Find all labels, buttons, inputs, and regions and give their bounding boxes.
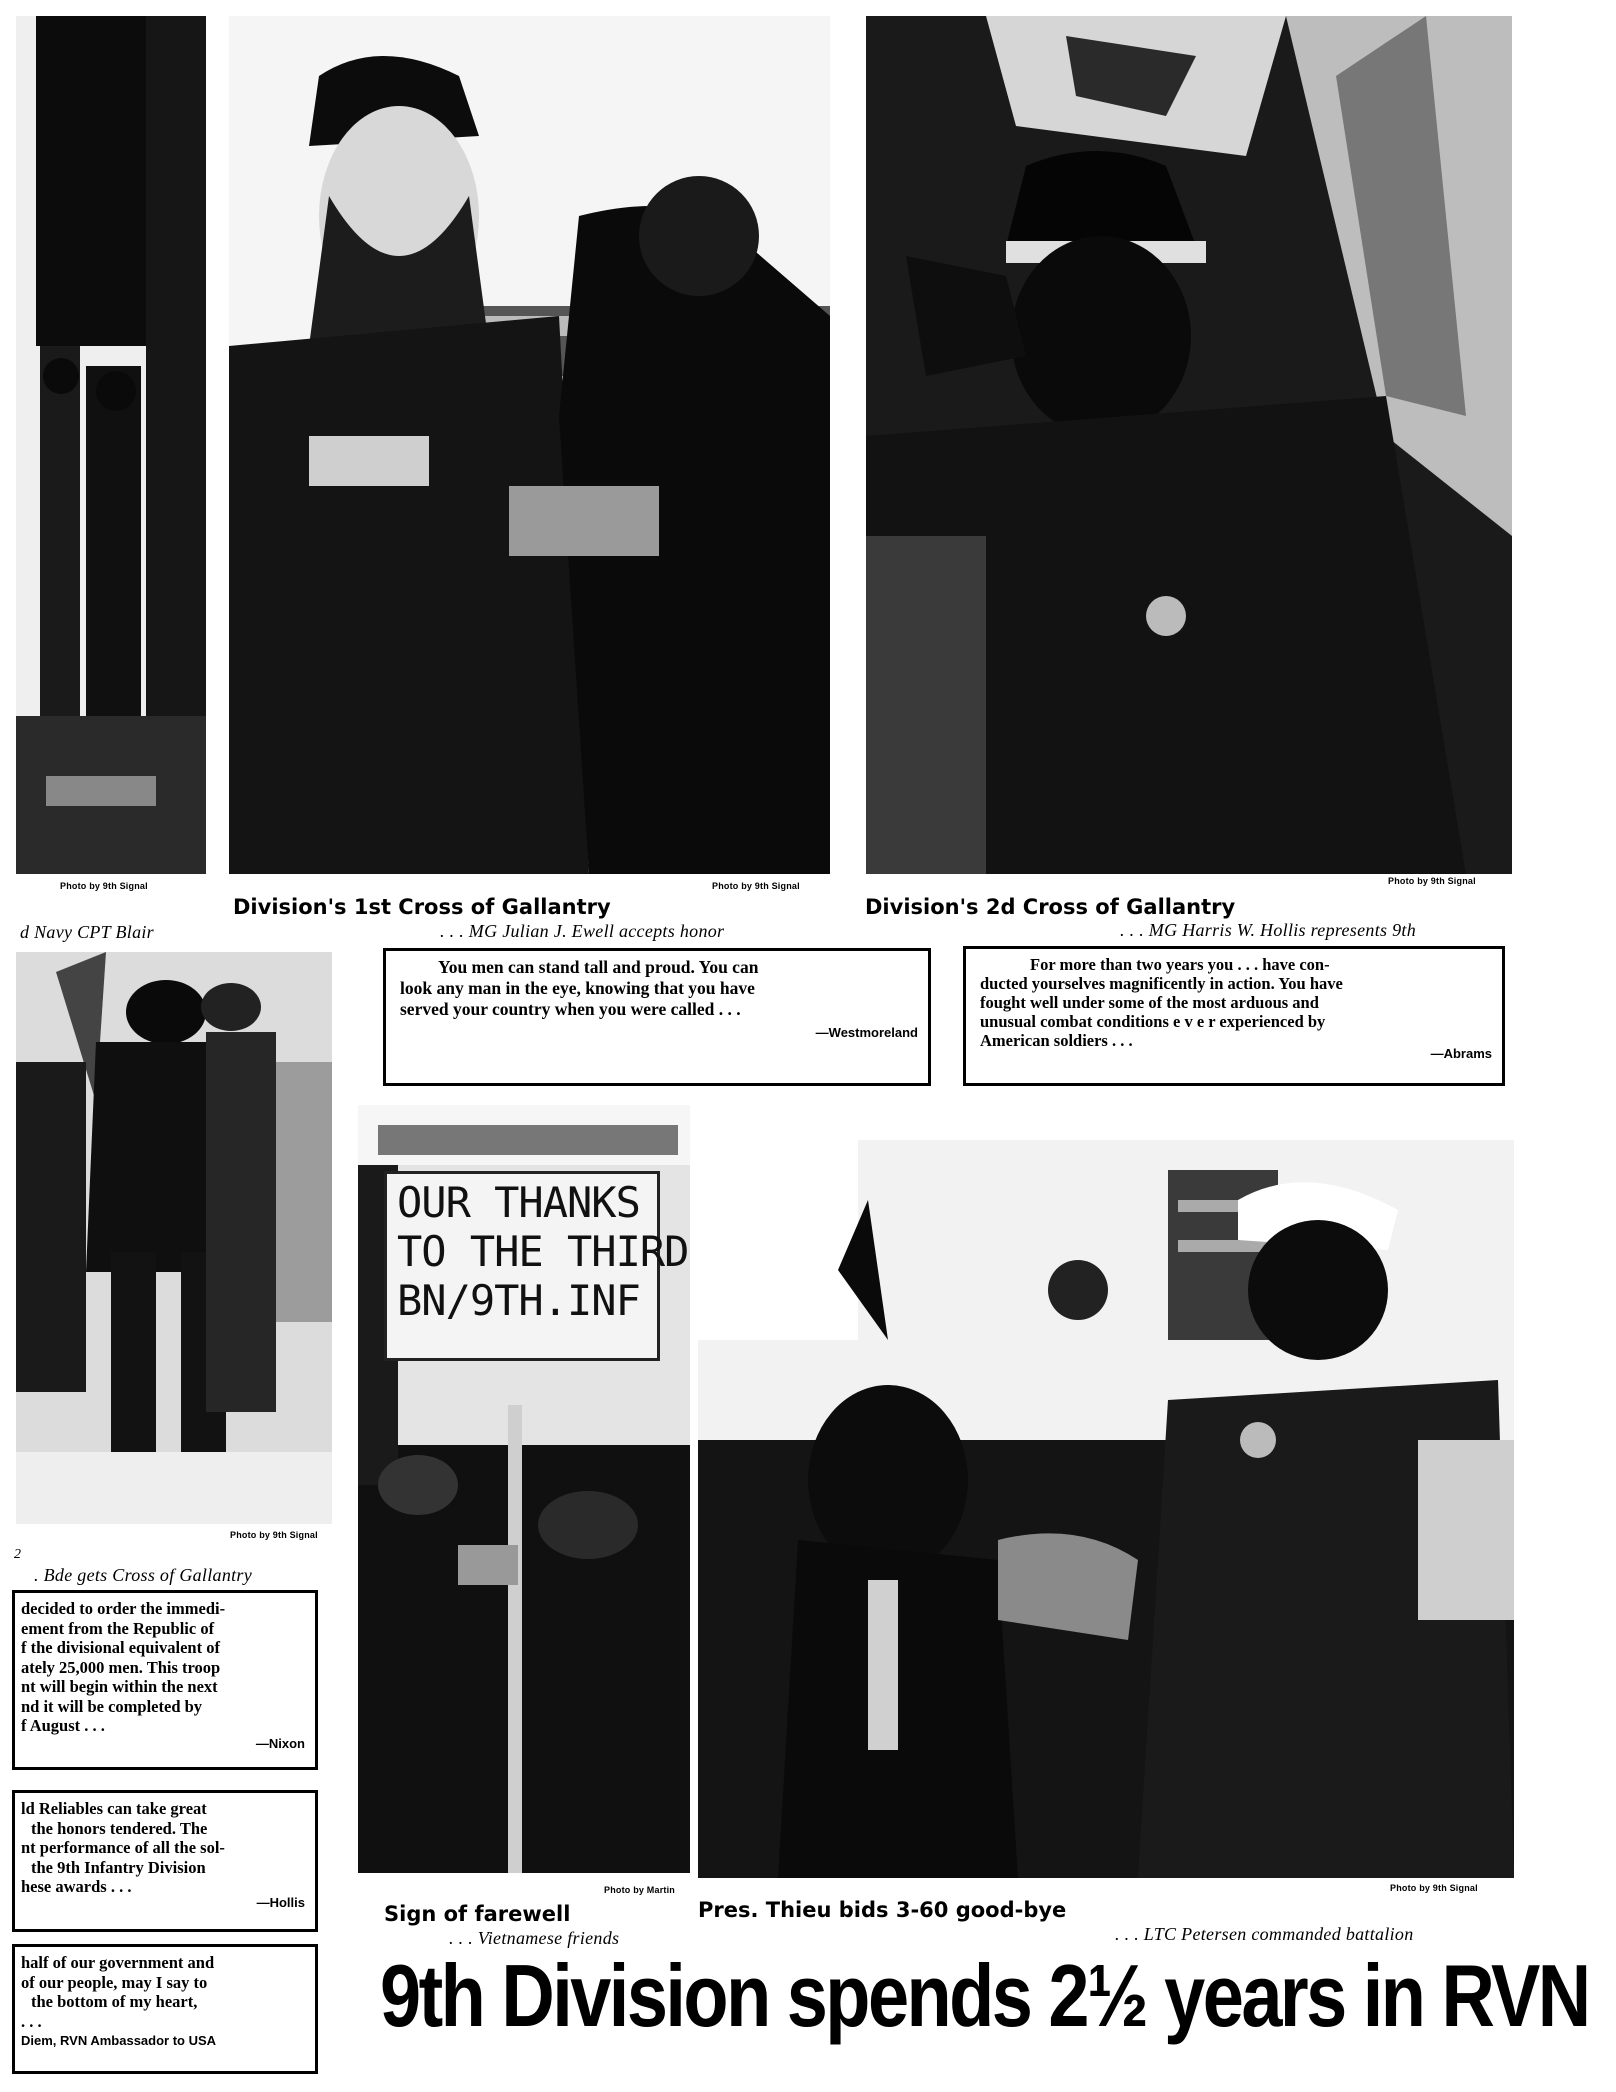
quote-line: of our people, may I say to	[21, 1972, 208, 1992]
caption-fragment: . Bde gets Cross of Gallantry	[34, 1565, 253, 1585]
quote-nixon	[12, 1590, 318, 1770]
quote-line: f August . . .	[21, 1716, 105, 1735]
photo-brigade-march	[16, 952, 332, 1524]
photo-ewell-award	[229, 16, 830, 874]
caption-fragment-mark: 2	[14, 1547, 22, 1562]
quote-line: decided to order the immedi-	[21, 1599, 226, 1618]
quote-line: nd it will be completed by	[21, 1696, 203, 1716]
caption-title: Sign of farewell	[384, 1902, 571, 1926]
quote-line: half of our government and	[21, 1953, 215, 1972]
caption-title: Division's 1st Cross of Gallantry	[233, 895, 611, 919]
quote-line: the bottom of my heart,	[31, 1992, 198, 2011]
quote-line: ld Reliables can take great	[21, 1799, 207, 1818]
sign-line: OUR THANKS	[397, 1178, 640, 1227]
quote-line: f the divisional equivalent of	[21, 1638, 220, 1657]
quote-westmoreland	[383, 948, 931, 1086]
photo-credit: Photo by 9th Signal	[1388, 876, 1476, 886]
caption-subtitle: . . . LTC Petersen commanded battalion	[1115, 1924, 1414, 1944]
quote-line: served your country when you were called . . .	[400, 999, 741, 1019]
quote-diem	[12, 1944, 318, 2074]
photo-thieu-goodbye	[698, 1140, 1514, 1878]
caption-title: Pres. Thieu bids 3-60 good-bye	[698, 1898, 1067, 1922]
quote-line: nt will begin within the next	[21, 1677, 218, 1696]
quote-line: For more than two years you . . . have con-	[1030, 955, 1330, 974]
photo-flag-ceremony	[16, 16, 206, 874]
sign-line: BN/9TH.INF	[397, 1276, 640, 1325]
quote-attribution: —Nixon	[255, 1735, 305, 1751]
farewell-sign-board	[384, 1171, 689, 1361]
quote-line: ement from the Republic of	[21, 1618, 215, 1638]
quote-line: ately 25,000 men. This troop	[21, 1657, 221, 1677]
quote-line: ducted yourselves magnificently in action. You have	[980, 974, 1343, 993]
caption-subtitle: . . . MG Julian J. Ewell accepts honor	[440, 921, 725, 941]
photo-credit: Photo by 9th Signal	[712, 881, 800, 891]
quote-line: You men can stand tall and proud. You can	[438, 957, 759, 977]
quote-line: look any man in the eye, knowing that you have	[400, 978, 755, 998]
quote-hollis	[12, 1790, 318, 1932]
sign-line: TO THE THIRD	[397, 1227, 689, 1276]
quote-line: unusual combat conditions e v e r experienced by	[980, 1012, 1326, 1031]
quote-attribution: —Abrams	[1430, 1046, 1492, 1061]
photo-credit: Photo by 9th Signal	[1390, 1883, 1478, 1893]
photo-hollis-salute	[866, 16, 1512, 874]
quote-attribution: Diem, RVN Ambassador to USA	[21, 2033, 217, 2048]
quote-abrams	[963, 946, 1505, 1086]
quote-line: fought well under some of the most arduous and	[980, 993, 1319, 1012]
quote-line: nt performance of all the sol-	[21, 1838, 225, 1857]
caption-subtitle: . . . Vietnamese friends	[449, 1928, 620, 1948]
caption-title: Division's 2d Cross of Gallantry	[865, 895, 1236, 919]
photo-credit: Photo by 9th Signal	[230, 1530, 318, 1540]
quote-line: . . .	[21, 2011, 42, 2031]
caption-fragment: d Navy CPT Blair	[20, 922, 154, 942]
quote-line: hese awards . . .	[21, 1877, 132, 1896]
photo-credit: Photo by Martin	[604, 1885, 675, 1895]
photo-credit: Photo by 9th Signal	[60, 881, 148, 891]
quote-attribution: —Hollis	[256, 1894, 305, 1910]
page-headline: 9th Division spends 2½ years in RVN	[380, 1946, 1589, 2045]
quote-attribution: —Westmoreland	[815, 1025, 918, 1040]
caption-subtitle: . . . MG Harris W. Hollis represents 9th	[1120, 920, 1417, 940]
quote-line: American soldiers . . .	[980, 1031, 1133, 1050]
quote-line: the honors tendered. The	[31, 1818, 208, 1838]
quote-line: the 9th Infantry Division	[31, 1857, 206, 1877]
